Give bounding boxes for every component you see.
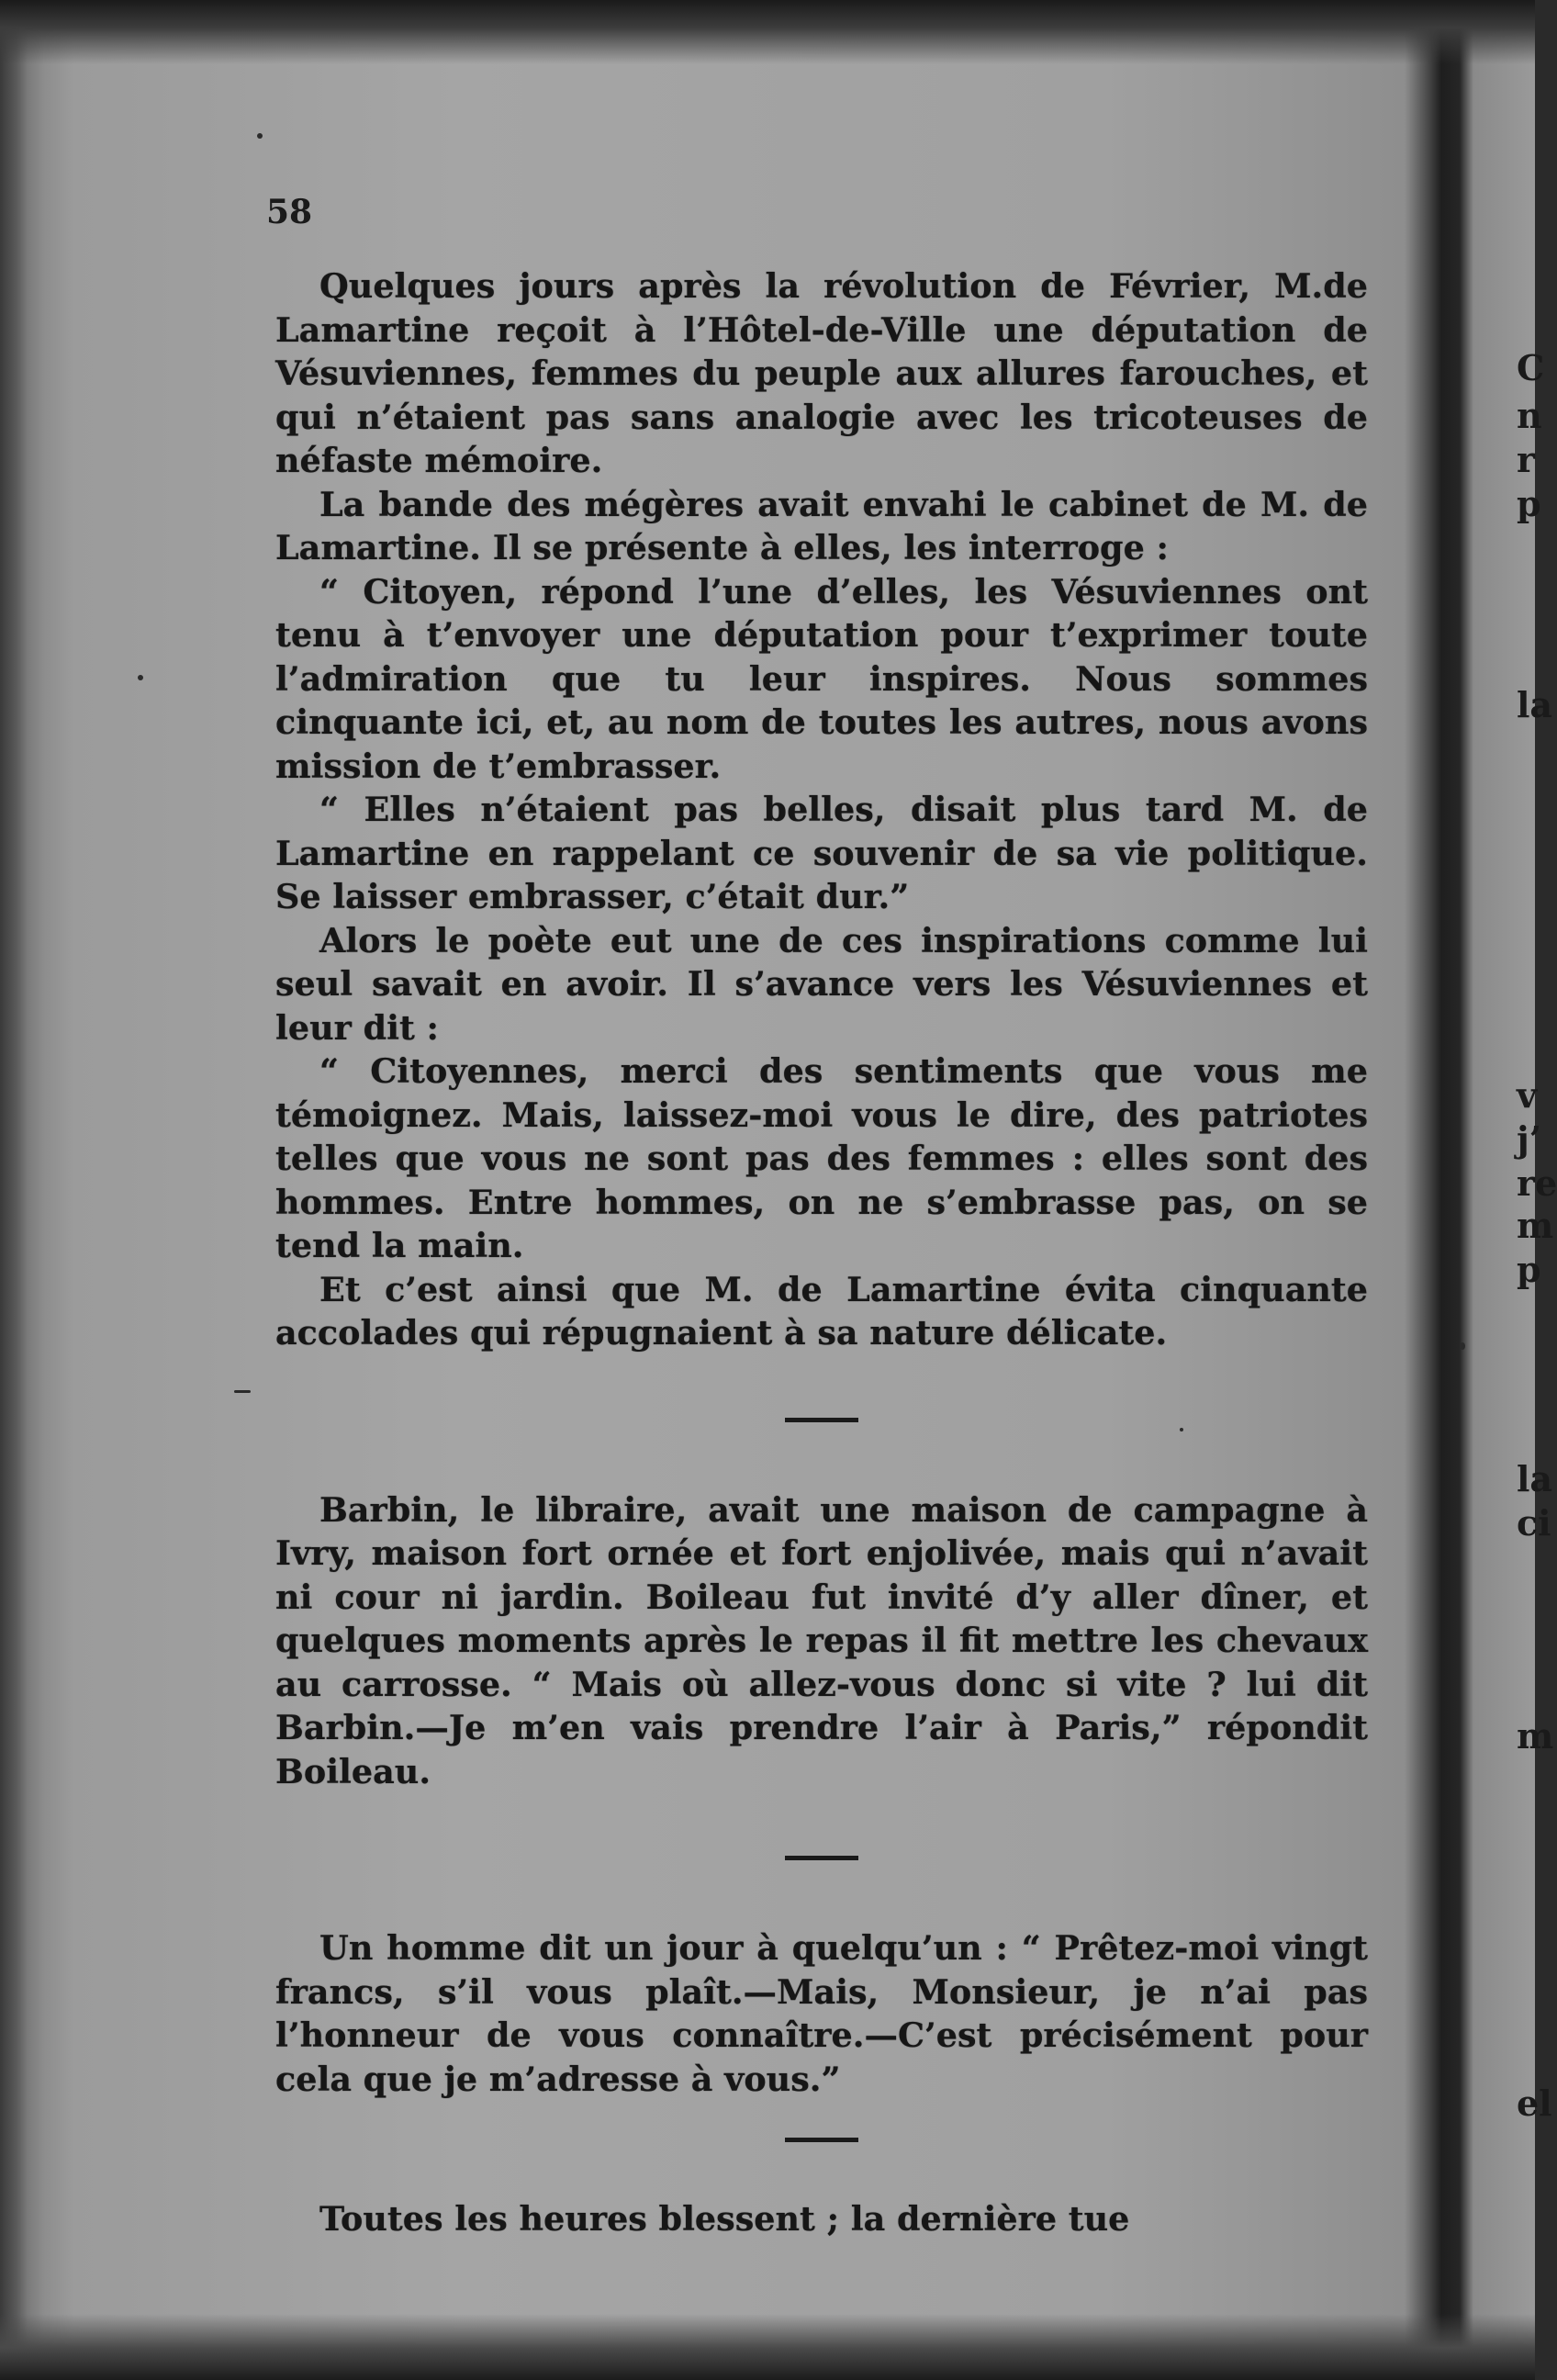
- paper-speck: [1460, 1342, 1465, 1350]
- paragraph-6: “ Citoyennes, merci des sentiments que vous me témoignez. Mais, laissez-moi vous le dire, des patriotes telles que vous ne sont pas des femmes : elles sont des hommes. Entre hommes, on ne s’embrasse pas, on se tend la main.: [275, 1051, 1368, 1265]
- section-divider: [785, 1418, 858, 1422]
- paper-speck: [138, 675, 143, 680]
- right-page-fragment: el: [1517, 2082, 1552, 2124]
- right-page-fragment: m: [1517, 1205, 1554, 1246]
- right-page-fragment: ci: [1517, 1502, 1551, 1544]
- right-page-fragment: la: [1517, 1458, 1553, 1499]
- paragraph-7: Et c’est ainsi que M. de Lamartine évita cinquante accolades qui répugnaient à sa nature délicate.: [275, 1269, 1368, 1353]
- left-page: [156, 55, 1432, 2332]
- paper-speck: [257, 133, 263, 139]
- right-page-fragment: j’: [1517, 1118, 1541, 1160]
- paragraph-5: Alors le poète eut une de ces inspirations comme lui seul savait en avoir. Il s’avance vers les Vésuviennes et leur dit :: [275, 920, 1368, 1048]
- paper-speck: [234, 1390, 251, 1393]
- right-page-fragment: re: [1517, 1162, 1557, 1204]
- paragraph-3: “ Citoyen, répond l’une d’elles, les Vésuviennes ont tenu à t’envoyer une députation pour t’exprimer toute l’admiration que tu leur inspires. Nous sommes cinquante ici, et, au nom de toutes les autres, nous avons mission de t’embrasser.: [275, 571, 1368, 786]
- section-divider: [785, 1856, 858, 1860]
- right-page-fragment: p: [1517, 483, 1541, 524]
- right-page-fragment: p: [1517, 1249, 1541, 1290]
- right-page-fragment: n: [1517, 395, 1542, 436]
- right-page-fragment: C: [1517, 347, 1545, 388]
- section-divider: [785, 2138, 858, 2142]
- right-page-edge: [1469, 0, 1557, 2380]
- paragraph-2: La bande des mégères avait envahi le cabinet de M. de Lamartine. Il se présente à elles, les interroge :: [275, 484, 1368, 567]
- paper-speck: [1180, 1428, 1183, 1431]
- right-page-fragment: v: [1517, 1074, 1538, 1116]
- right-page-fragment: m: [1517, 1715, 1554, 1757]
- right-page-fragment: la: [1517, 684, 1553, 725]
- anecdote-barbin: Barbin, le libraire, avait une maison de campagne à Ivry, maison fort ornée et fort enjolivée, mais qui n’avait ni cour ni jardin. Boileau fut invité d’y aller dîner, et quelques moments après le repas il fit mettre les chevaux au carrosse. “ Mais où allez-vous donc si vite ? lui dit Barbin.—Je m’en vais prendre l’air à Paris,” répondit Boileau.: [275, 1489, 1368, 1791]
- anecdote-vingt-francs: Un homme dit un jour à quelqu’un : “ Prêtez-moi vingt francs, s’il vous plaît.—Mais, Monsieur, je n’ai pas l’honneur de vous connaître.—C’est précisément pour cela que je m’adresse à vous.”: [275, 1928, 1368, 2099]
- paragraph-1: Quelques jours après la révolution de Février, M.de Lamartine reçoit à l’Hôtel-de-Ville une députation de Vésuviennes, femmes du peuple aux allures farouches, et qui n’étaient pas sans analogie avec les tricoteuses de néfaste mémoire.: [275, 266, 1368, 480]
- text-column: [275, 264, 1368, 2241]
- paragraph-4: “ Elles n’étaient pas belles, disait plus tard M. de Lamartine en rappelant ce souvenir de sa vie politique. Se laisser embrasser, c’était dur.”: [275, 790, 1368, 916]
- page-number: 58: [266, 193, 313, 231]
- closing-line: Toutes les heures blessent ; la dernière tue: [319, 2199, 1130, 2239]
- right-page-fragment: r: [1517, 439, 1536, 480]
